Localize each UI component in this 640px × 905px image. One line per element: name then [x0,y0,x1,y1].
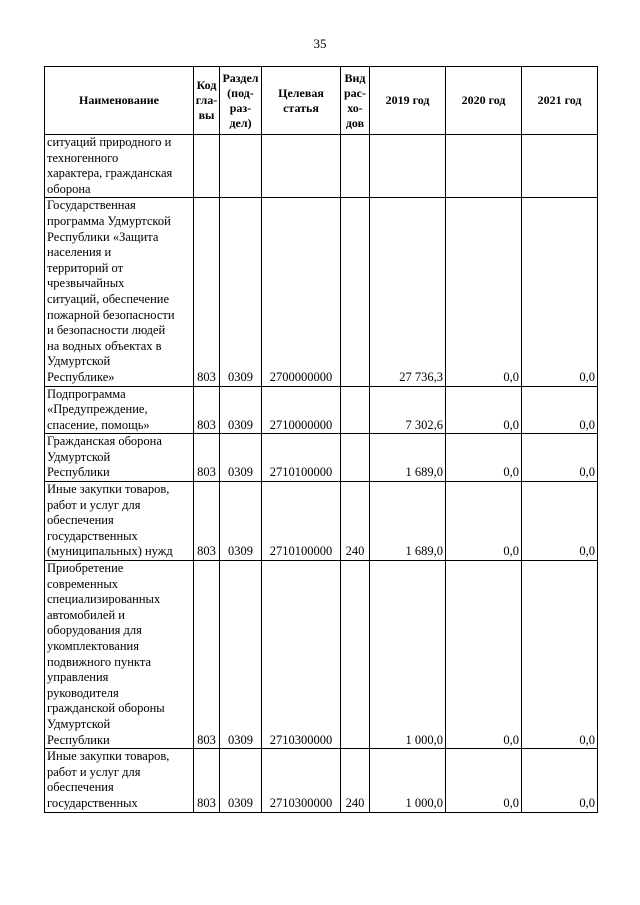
row-name-line: территорий от [47,260,124,275]
header-target: Целевая статья [262,67,341,135]
row-name-line: оборудования для [47,623,142,638]
row-value-2021: 0,0 [522,386,598,434]
row-value-2021: 0,0 [522,198,598,386]
row-expense-kind: 240 [341,749,370,812]
row-value-2020: 0,0 [446,198,522,386]
row-name-line: ситуаций природного и [47,135,172,149]
table-row [45,482,598,561]
row-name-line: государственных [47,528,138,543]
row-section: 0309 [220,482,262,561]
row-value-2021: 0,0 [522,434,598,482]
row-section [220,135,262,198]
row-section: 0309 [220,198,262,386]
header-section: Раздел (под- раз- дел) [220,67,262,135]
row-expense-kind [341,135,370,198]
row-name [45,135,194,198]
row-name-line: Удмуртской [47,716,111,731]
row-value-2019: 1 000,0 [370,749,446,812]
row-name-line: руководителя [47,685,119,700]
row-value-2019: 1 689,0 [370,434,446,482]
row-name-line: Удмуртской [47,354,111,369]
row-name-line: Республики [47,465,110,480]
table-header-row [45,67,598,135]
row-expense-kind [341,561,370,749]
row-name-line: укомплектования [47,639,139,653]
row-name-line: Республики [47,732,110,747]
header-name: Наименование [45,67,194,135]
row-name-line: работ и услуг для [47,764,141,779]
row-value-2021 [522,135,598,198]
row-value-2019: 1 000,0 [370,561,446,749]
row-chapter-code: 803 [194,749,220,812]
row-name [45,198,194,386]
row-name-line: ситуаций, обеспечение [47,291,170,306]
row-chapter-code: 803 [194,434,220,482]
row-expense-kind [341,434,370,482]
row-name-line: обеспечения [47,780,114,795]
row-chapter-code: 803 [194,561,220,749]
row-target: 2710300000 [262,561,341,749]
row-name-line: (муниципальных) нужд [47,544,173,559]
row-section: 0309 [220,749,262,812]
row-name-line: подвижного пункта [47,654,151,669]
row-name-line: программа Удмуртской [47,213,171,228]
row-name-line: автомобилей и [47,607,125,622]
row-name-line: пожарной безопасности [47,307,175,322]
row-value-2021: 0,0 [522,749,598,812]
row-value-2020: 0,0 [446,749,522,812]
row-expense-kind: 240 [341,482,370,561]
table-row [45,749,598,812]
row-value-2020: 0,0 [446,561,522,749]
row-target: 2710100000 [262,482,341,561]
row-name-line: работ и услуг для [47,497,141,512]
row-name-line: характера, гражданская [47,166,173,181]
row-value-2020 [446,135,522,198]
row-chapter-code: 803 [194,386,220,434]
row-name [45,561,194,749]
row-name-line: и безопасности людей [47,323,166,338]
row-name-line: спасение, помощь» [47,417,150,432]
row-value-2021: 0,0 [522,561,598,749]
row-value-2019: 1 689,0 [370,482,446,561]
row-value-2020: 0,0 [446,386,522,434]
row-value-2020: 0,0 [446,482,522,561]
row-section: 0309 [220,434,262,482]
table-row [45,434,598,482]
row-name-line: «Предупреждение, [47,402,148,417]
row-target: 2710300000 [262,749,341,812]
row-target: 2710100000 [262,434,341,482]
row-value-2019 [370,135,446,198]
header-2021: 2021 год [522,67,598,135]
row-chapter-code [194,135,220,198]
row-name-line: Иные закупки товаров, [47,482,170,497]
row-name-line: обеспечения [47,513,114,528]
row-name-line: на водных объектах в [47,338,162,353]
row-target: 2700000000 [262,198,341,386]
row-expense-kind [341,386,370,434]
row-name-line: техногенного [47,150,119,165]
row-name-line: Удмуртской [47,449,111,464]
header-expense-kind: Вид рас- хо- дов [341,67,370,135]
table-row [45,561,598,749]
row-section: 0309 [220,386,262,434]
row-name-line: государственных [47,795,138,810]
row-name-line: Государственная [47,198,136,213]
row-chapter-code: 803 [194,198,220,386]
row-name-line: оборона [47,181,91,196]
table-row [45,386,598,434]
row-expense-kind [341,198,370,386]
row-name-line: Республики «Защита [47,229,159,244]
row-name-line: Подпрограмма [47,386,126,401]
header-2019: 2019 год [370,67,446,135]
row-name-line: современных [47,576,118,591]
row-name [45,434,194,482]
table-row [45,198,598,386]
header-2020: 2020 год [446,67,522,135]
row-section: 0309 [220,561,262,749]
row-name-line: населения и [47,245,112,260]
row-value-2020: 0,0 [446,434,522,482]
row-name [45,749,194,812]
row-name-line: Гражданская оборона [47,434,162,449]
row-name-line: гражданской обороны [47,701,165,716]
row-name-line: специализированных [47,592,161,607]
row-value-2019: 27 736,3 [370,198,446,386]
row-value-2019: 7 302,6 [370,386,446,434]
row-name [45,386,194,434]
row-target [262,135,341,198]
table-body [45,135,598,813]
row-target: 2710000000 [262,386,341,434]
row-name-line: Приобретение [47,561,124,576]
row-value-2021: 0,0 [522,482,598,561]
table-row [45,135,598,198]
row-name-line: Иные закупки товаров, [47,749,170,764]
row-chapter-code: 803 [194,482,220,561]
header-chapter-code: Код гла- вы [194,67,220,135]
row-name-line: чрезвычайных [47,276,125,291]
row-name [45,482,194,561]
row-name-line: управления [47,670,109,685]
budget-table [44,66,598,813]
page-number: 35 [313,36,327,51]
row-name-line: Республике» [47,369,115,384]
